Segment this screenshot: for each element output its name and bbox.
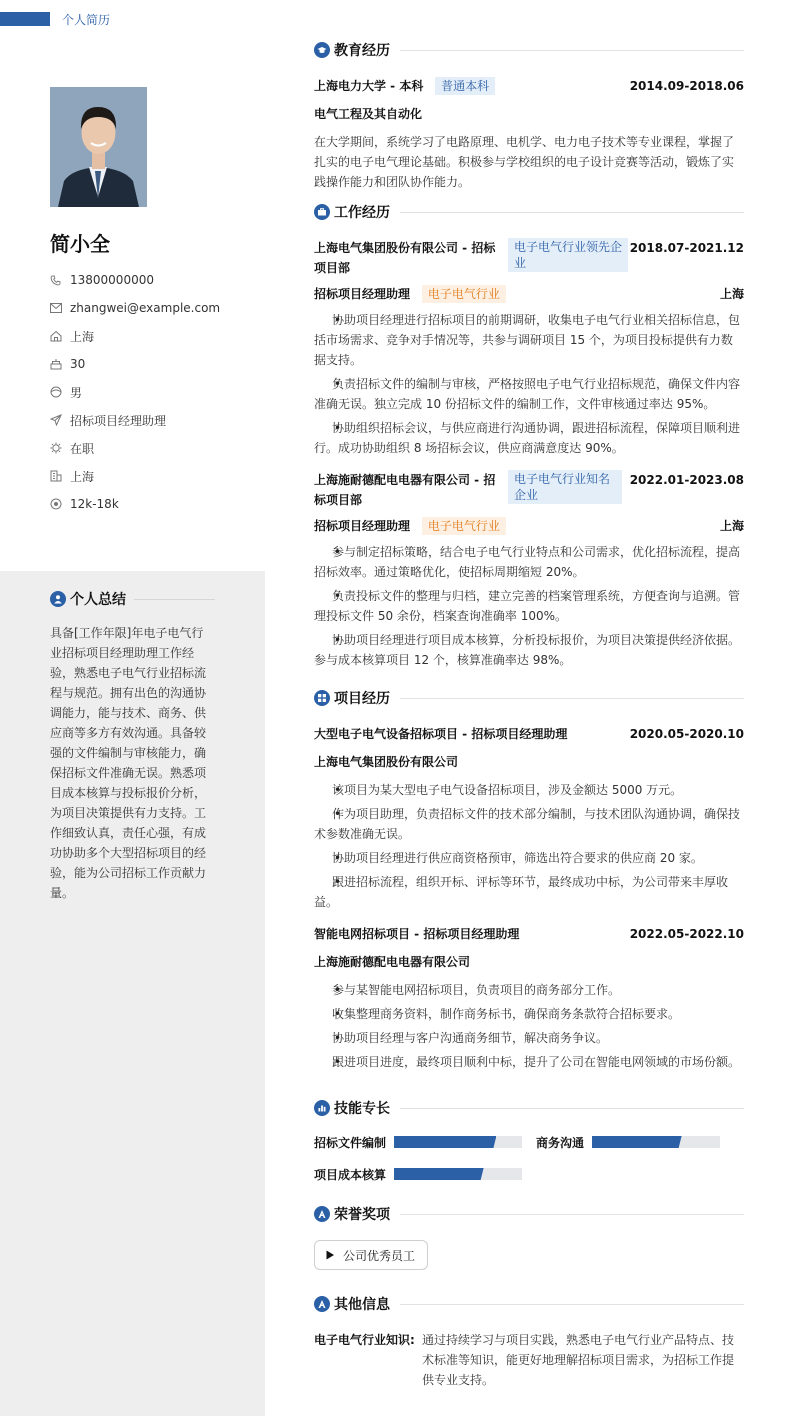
project-bullet: • 收集整理商务资料，制作商务标书，确保商务条款符合招标要求。 bbox=[314, 1004, 744, 1024]
graduation-cap-icon bbox=[314, 42, 330, 58]
status-icon bbox=[50, 441, 70, 455]
other-title: 其他信息 bbox=[334, 1297, 390, 1313]
skills-divider bbox=[400, 1108, 744, 1109]
education-divider bbox=[400, 50, 744, 51]
skills-grid bbox=[314, 1134, 744, 1182]
work-bullets bbox=[314, 542, 744, 670]
work-bullet: • 负责招标文件的编制与审核，严格按照电子电气行业招标规范，确保文件内容准确无误。独立完成 10 份招标文件的编制工作，文件审核通过率达 95%。 bbox=[314, 374, 744, 414]
skills-section bbox=[314, 1098, 744, 1182]
honors-header bbox=[314, 1204, 744, 1224]
award-icon bbox=[314, 1206, 330, 1222]
work-role: 招标项目经理助理 bbox=[314, 287, 411, 301]
work-role-row bbox=[314, 284, 744, 304]
gender-icon bbox=[50, 385, 70, 399]
info-age: 30 bbox=[70, 357, 86, 371]
education-title: 教育经历 bbox=[334, 43, 390, 59]
project-company: 上海施耐德配电电器有限公司 bbox=[314, 955, 471, 969]
education-major: 电气工程及其自动化 bbox=[314, 107, 423, 121]
work-section bbox=[314, 202, 744, 670]
skill-item bbox=[536, 1134, 744, 1150]
project-bullet: • 作为项目助理，负责招标文件的技术部分编制，与技术团队沟通协调，确保技术参数准确无误。 bbox=[314, 804, 744, 844]
work-period: 2022.01-2023.08 bbox=[629, 473, 744, 487]
project-bullet: • 协助项目经理与客户沟通商务细节，解决商务争议。 bbox=[314, 1028, 744, 1048]
work-industry-tag: 电子电气行业 bbox=[422, 285, 506, 303]
projects-divider bbox=[400, 698, 744, 699]
header-accent-bar bbox=[0, 12, 50, 26]
project-bullets bbox=[314, 980, 744, 1072]
play-icon bbox=[325, 1250, 335, 1260]
info-location: 上海 bbox=[70, 329, 95, 344]
work-company-tag: 电子电气行业领先企业 bbox=[508, 238, 628, 272]
project-period: 2022.05-2022.10 bbox=[629, 927, 744, 941]
other-section bbox=[314, 1294, 744, 1390]
info-work-city: 上海 bbox=[70, 469, 95, 484]
info-row-work-city bbox=[50, 462, 260, 490]
work-item bbox=[314, 470, 744, 670]
skill-name: 项目成本核算 bbox=[314, 1167, 387, 1182]
user-icon bbox=[50, 591, 66, 607]
info-row-phone bbox=[50, 266, 260, 294]
briefcase-icon bbox=[314, 204, 330, 220]
info-status: 在职 bbox=[70, 441, 95, 456]
info-row-gender bbox=[50, 378, 260, 406]
other-divider bbox=[400, 1304, 744, 1305]
skill-name: 商务沟通 bbox=[536, 1135, 585, 1150]
work-bullet: • 参与制定招标策略，结合电子电气行业特点和公司需求，优化招标流程，提高招标效率。通过策略优化，使招标周期缩短 20%。 bbox=[314, 542, 744, 582]
education-header bbox=[314, 40, 744, 60]
skill-bar-fill bbox=[394, 1168, 484, 1180]
work-city: 上海 bbox=[719, 287, 744, 301]
project-item bbox=[314, 724, 744, 912]
mail-icon bbox=[50, 301, 70, 315]
skills-header bbox=[314, 1098, 744, 1118]
work-period: 2018.07-2021.12 bbox=[629, 241, 744, 255]
info-row-position bbox=[50, 406, 260, 434]
contact-info-list bbox=[50, 266, 260, 518]
project-name: 大型电子电气设备招标项目 - 招标项目经理助理 bbox=[314, 727, 568, 741]
profile-name: 简小全 bbox=[50, 232, 110, 256]
honors-title: 荣誉奖项 bbox=[334, 1207, 390, 1223]
projects-header bbox=[314, 688, 744, 708]
honors-section bbox=[314, 1204, 744, 1270]
info-row-status bbox=[50, 434, 260, 462]
summary-section bbox=[50, 589, 215, 903]
age-icon bbox=[50, 357, 70, 371]
project-item-header bbox=[314, 924, 744, 944]
skill-item bbox=[314, 1166, 536, 1182]
summary-divider bbox=[134, 599, 215, 600]
info-gender: 男 bbox=[70, 385, 83, 400]
honors-list bbox=[314, 1240, 744, 1270]
education-tag: 普通本科 bbox=[435, 77, 495, 95]
education-description: 在大学期间，系统学习了电路原理、电机学、电力电子技术等专业课程，掌握了扎实的电子电气理论基础。积极参与学校组织的电子设计竞赛等活动，锻炼了实践操作能力和团队协作能力。 bbox=[314, 135, 735, 189]
other-header bbox=[314, 1294, 744, 1314]
project-bullet: • 跟进项目进度，最终项目顺利中标，提升了公司在智能电网领域的市场份额。 bbox=[314, 1052, 744, 1072]
skill-bar-fill bbox=[592, 1136, 682, 1148]
skills-title: 技能专长 bbox=[334, 1101, 390, 1117]
grid-icon bbox=[314, 690, 330, 706]
work-title: 工作经历 bbox=[334, 205, 390, 221]
summary-title: 个人总结 bbox=[70, 592, 126, 608]
project-bullet: • 该项目为某大型电子电气设备招标项目，涉及金额达 5000 万元。 bbox=[314, 780, 744, 800]
send-icon bbox=[50, 413, 70, 427]
info-row-email bbox=[50, 294, 260, 322]
project-bullet: • 跟进招标流程，组织开标、评标等环节，最终成功中标，为公司带来丰厚收益。 bbox=[314, 872, 744, 912]
info-row-age bbox=[50, 350, 260, 378]
work-company: 上海电气集团股份有限公司 - 招标项目部 bbox=[314, 241, 496, 275]
skill-bar bbox=[394, 1168, 522, 1180]
award-badge bbox=[314, 1240, 428, 1270]
work-role-row bbox=[314, 516, 744, 536]
building-icon bbox=[50, 469, 70, 483]
info-email: zhangwei@example.com bbox=[70, 301, 221, 315]
info-salary: 12k-18k bbox=[70, 497, 119, 511]
work-bullet: • 协助项目经理进行项目成本核算，分析投标报价，为项目决策提供经济依据。参与成本核算项目 12 个，核算准确率达 98%。 bbox=[314, 630, 744, 670]
work-item-header bbox=[314, 238, 744, 278]
other-text: 通过持续学习与项目实践，熟悉电子电气行业产品特点、技术标准等知识，能更好地理解招标项目需求，为招标工作提供专业支持。 bbox=[422, 1333, 735, 1387]
work-role: 招标项目经理助理 bbox=[314, 519, 411, 533]
other-row bbox=[314, 1330, 744, 1390]
project-period: 2020.05-2020.10 bbox=[629, 727, 744, 741]
info-row-location bbox=[50, 322, 260, 350]
main-content bbox=[314, 40, 744, 1390]
bar-chart-icon bbox=[314, 1100, 330, 1116]
project-bullets bbox=[314, 780, 744, 912]
work-city: 上海 bbox=[719, 519, 744, 533]
education-period: 2014.09-2018.06 bbox=[629, 79, 744, 93]
skill-item bbox=[314, 1134, 536, 1150]
education-row bbox=[314, 76, 744, 96]
work-bullet: • 负责投标文件的整理与归档，建立完善的档案管理系统，方便查询与追溯。管理投标文件 50 余份，档案查询准确率 100%。 bbox=[314, 586, 744, 626]
work-industry-tag: 电子电气行业 bbox=[422, 517, 506, 535]
summary-header bbox=[50, 589, 215, 609]
work-header bbox=[314, 202, 744, 222]
work-bullet: • 协助项目经理进行招标项目的前期调研，收集电子电气行业相关招标信息，包括市场需求、竞争对手情况等，共参与调研项目 15 个，为项目投标提供有力数据支持。 bbox=[314, 310, 744, 370]
skill-bar bbox=[592, 1136, 720, 1148]
header-label: 个人简历 bbox=[62, 13, 111, 27]
profile-photo-icon bbox=[50, 87, 147, 207]
skill-name: 招标文件编制 bbox=[314, 1135, 387, 1150]
work-bullet: • 协助组织招标会议，与供应商进行沟通协调，跟进招标流程，保障项目顺利进行。成功协助组织 8 场招标会议，供应商满意度达 90%。 bbox=[314, 418, 744, 458]
education-section bbox=[314, 40, 744, 192]
work-item bbox=[314, 238, 744, 458]
project-bullet: • 参与某智能电网招标项目，负责项目的商务部分工作。 bbox=[314, 980, 744, 1000]
award-label: 公司优秀员工 bbox=[343, 1248, 416, 1263]
summary-text: 具备[工作年限]年电子电气行业招标项目经理助理工作经验，熟悉电子电气行业招标流程与规范。拥有出色的沟通协调能力，能与技术、商务、供应商等多方有效沟通。具备较强的文件编制与审核能力，确保招标文件准确无误。熟悉项目成本核算与投标报价分析，为项目决策提供有力支持。工作细致认真，责任心强，有成功协助多个大型招标项目的经验，能为公司招标工作贡献力量。 bbox=[50, 626, 207, 900]
projects-title: 项目经历 bbox=[334, 691, 390, 707]
work-company-tag: 电子电气行业知名企业 bbox=[508, 470, 622, 504]
info-phone: 13800000000 bbox=[70, 273, 154, 287]
phone-icon bbox=[50, 273, 70, 287]
skill-bar bbox=[394, 1136, 522, 1148]
project-item bbox=[314, 924, 744, 1072]
profile-photo bbox=[50, 87, 147, 207]
salary-icon bbox=[50, 497, 70, 511]
project-company: 上海电气集团股份有限公司 bbox=[314, 755, 459, 769]
other-label: 电子电气行业知识: bbox=[314, 1333, 415, 1347]
education-school: 上海电力大学 - 本科 bbox=[314, 79, 424, 93]
work-item-header bbox=[314, 470, 744, 510]
info-icon bbox=[314, 1296, 330, 1312]
skill-bar-fill bbox=[394, 1136, 496, 1148]
project-name: 智能电网招标项目 - 招标项目经理助理 bbox=[314, 927, 520, 941]
project-bullet: • 协助项目经理进行供应商资格预审，筛选出符合要求的供应商 20 家。 bbox=[314, 848, 744, 868]
work-bullets bbox=[314, 310, 744, 458]
work-company: 上海施耐德配电电器有限公司 - 招标项目部 bbox=[314, 473, 496, 507]
project-item-header bbox=[314, 724, 744, 744]
info-row-salary bbox=[50, 490, 260, 518]
work-divider bbox=[400, 212, 744, 213]
projects-section bbox=[314, 688, 744, 1072]
home-icon bbox=[50, 329, 70, 343]
honors-divider bbox=[400, 1214, 744, 1215]
info-position: 招标项目经理助理 bbox=[70, 413, 167, 428]
